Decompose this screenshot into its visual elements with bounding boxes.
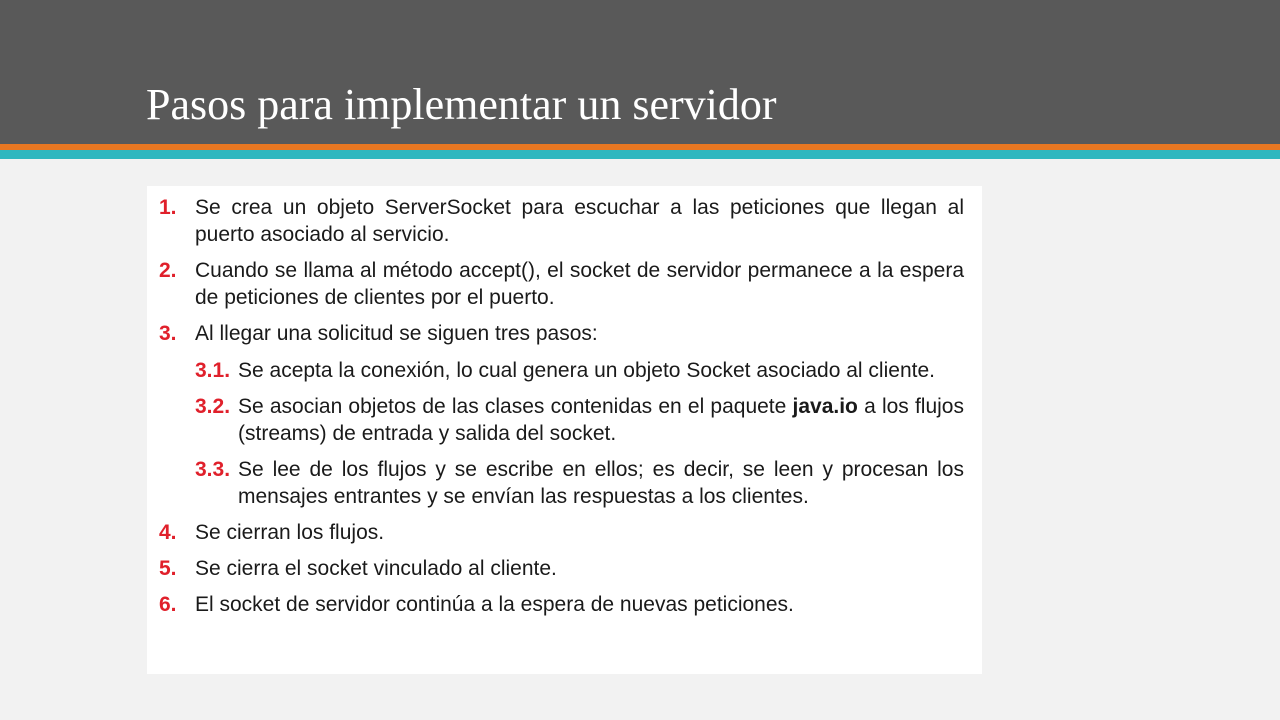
substep-text <box>238 393 964 447</box>
sub-list-item <box>195 357 964 384</box>
substep-number: 3.3. <box>195 458 231 481</box>
substep-number: 3.1. <box>195 359 231 382</box>
step-text: Cuando se llama al método accept(), el socket de servidor permanece a la espera de peticiones de clientes por el puerto. <box>195 259 964 309</box>
step-number: 3. <box>159 322 177 345</box>
slide-header <box>0 0 1280 144</box>
step-text: Se cierra el socket vinculado al cliente. <box>195 557 557 580</box>
step-text: Al llegar una solicitud se siguen tres pasos: <box>195 322 598 345</box>
list-item <box>159 519 964 546</box>
steps-list <box>159 194 964 618</box>
substep-number: 3.2. <box>195 395 231 418</box>
step-text: Se crea un objeto ServerSocket para escuchar a las peticiones que llegan al puerto asociado al servicio. <box>195 196 964 246</box>
list-item <box>159 320 964 347</box>
substep-text-before: Se asocian objetos de las clases contenidas en el paquete <box>238 395 787 418</box>
accent-stripe-teal <box>0 150 1280 159</box>
step-number: 5. <box>159 557 177 580</box>
list-item <box>159 194 964 248</box>
list-item <box>159 555 964 582</box>
step-number: 1. <box>159 196 177 219</box>
sub-list-item <box>195 456 964 510</box>
substep-text: Se lee de los flujos y se escribe en ellos; es decir, se leen y procesan los mensajes entrantes y se envían las respuestas a los clientes. <box>238 458 964 508</box>
step-text: Se cierran los flujos. <box>195 521 385 544</box>
step-text: El socket de servidor continúa a la espera de nuevas peticiones. <box>195 593 794 616</box>
substep-text-after: a los flujos (streams) de entrada y salida del socket. <box>238 395 964 445</box>
package-name: java.io <box>792 395 858 418</box>
content-image <box>147 186 982 674</box>
sub-list-item <box>195 393 964 447</box>
step-number: 6. <box>159 593 177 616</box>
step-number: 4. <box>159 521 177 544</box>
step-number: 2. <box>159 259 177 282</box>
substep-text: Se acepta la conexión, lo cual genera un objeto Socket asociado al cliente. <box>238 359 935 382</box>
slide-title: Pasos para implementar un servidor <box>146 80 777 129</box>
list-item <box>159 591 964 618</box>
list-item <box>159 257 964 311</box>
